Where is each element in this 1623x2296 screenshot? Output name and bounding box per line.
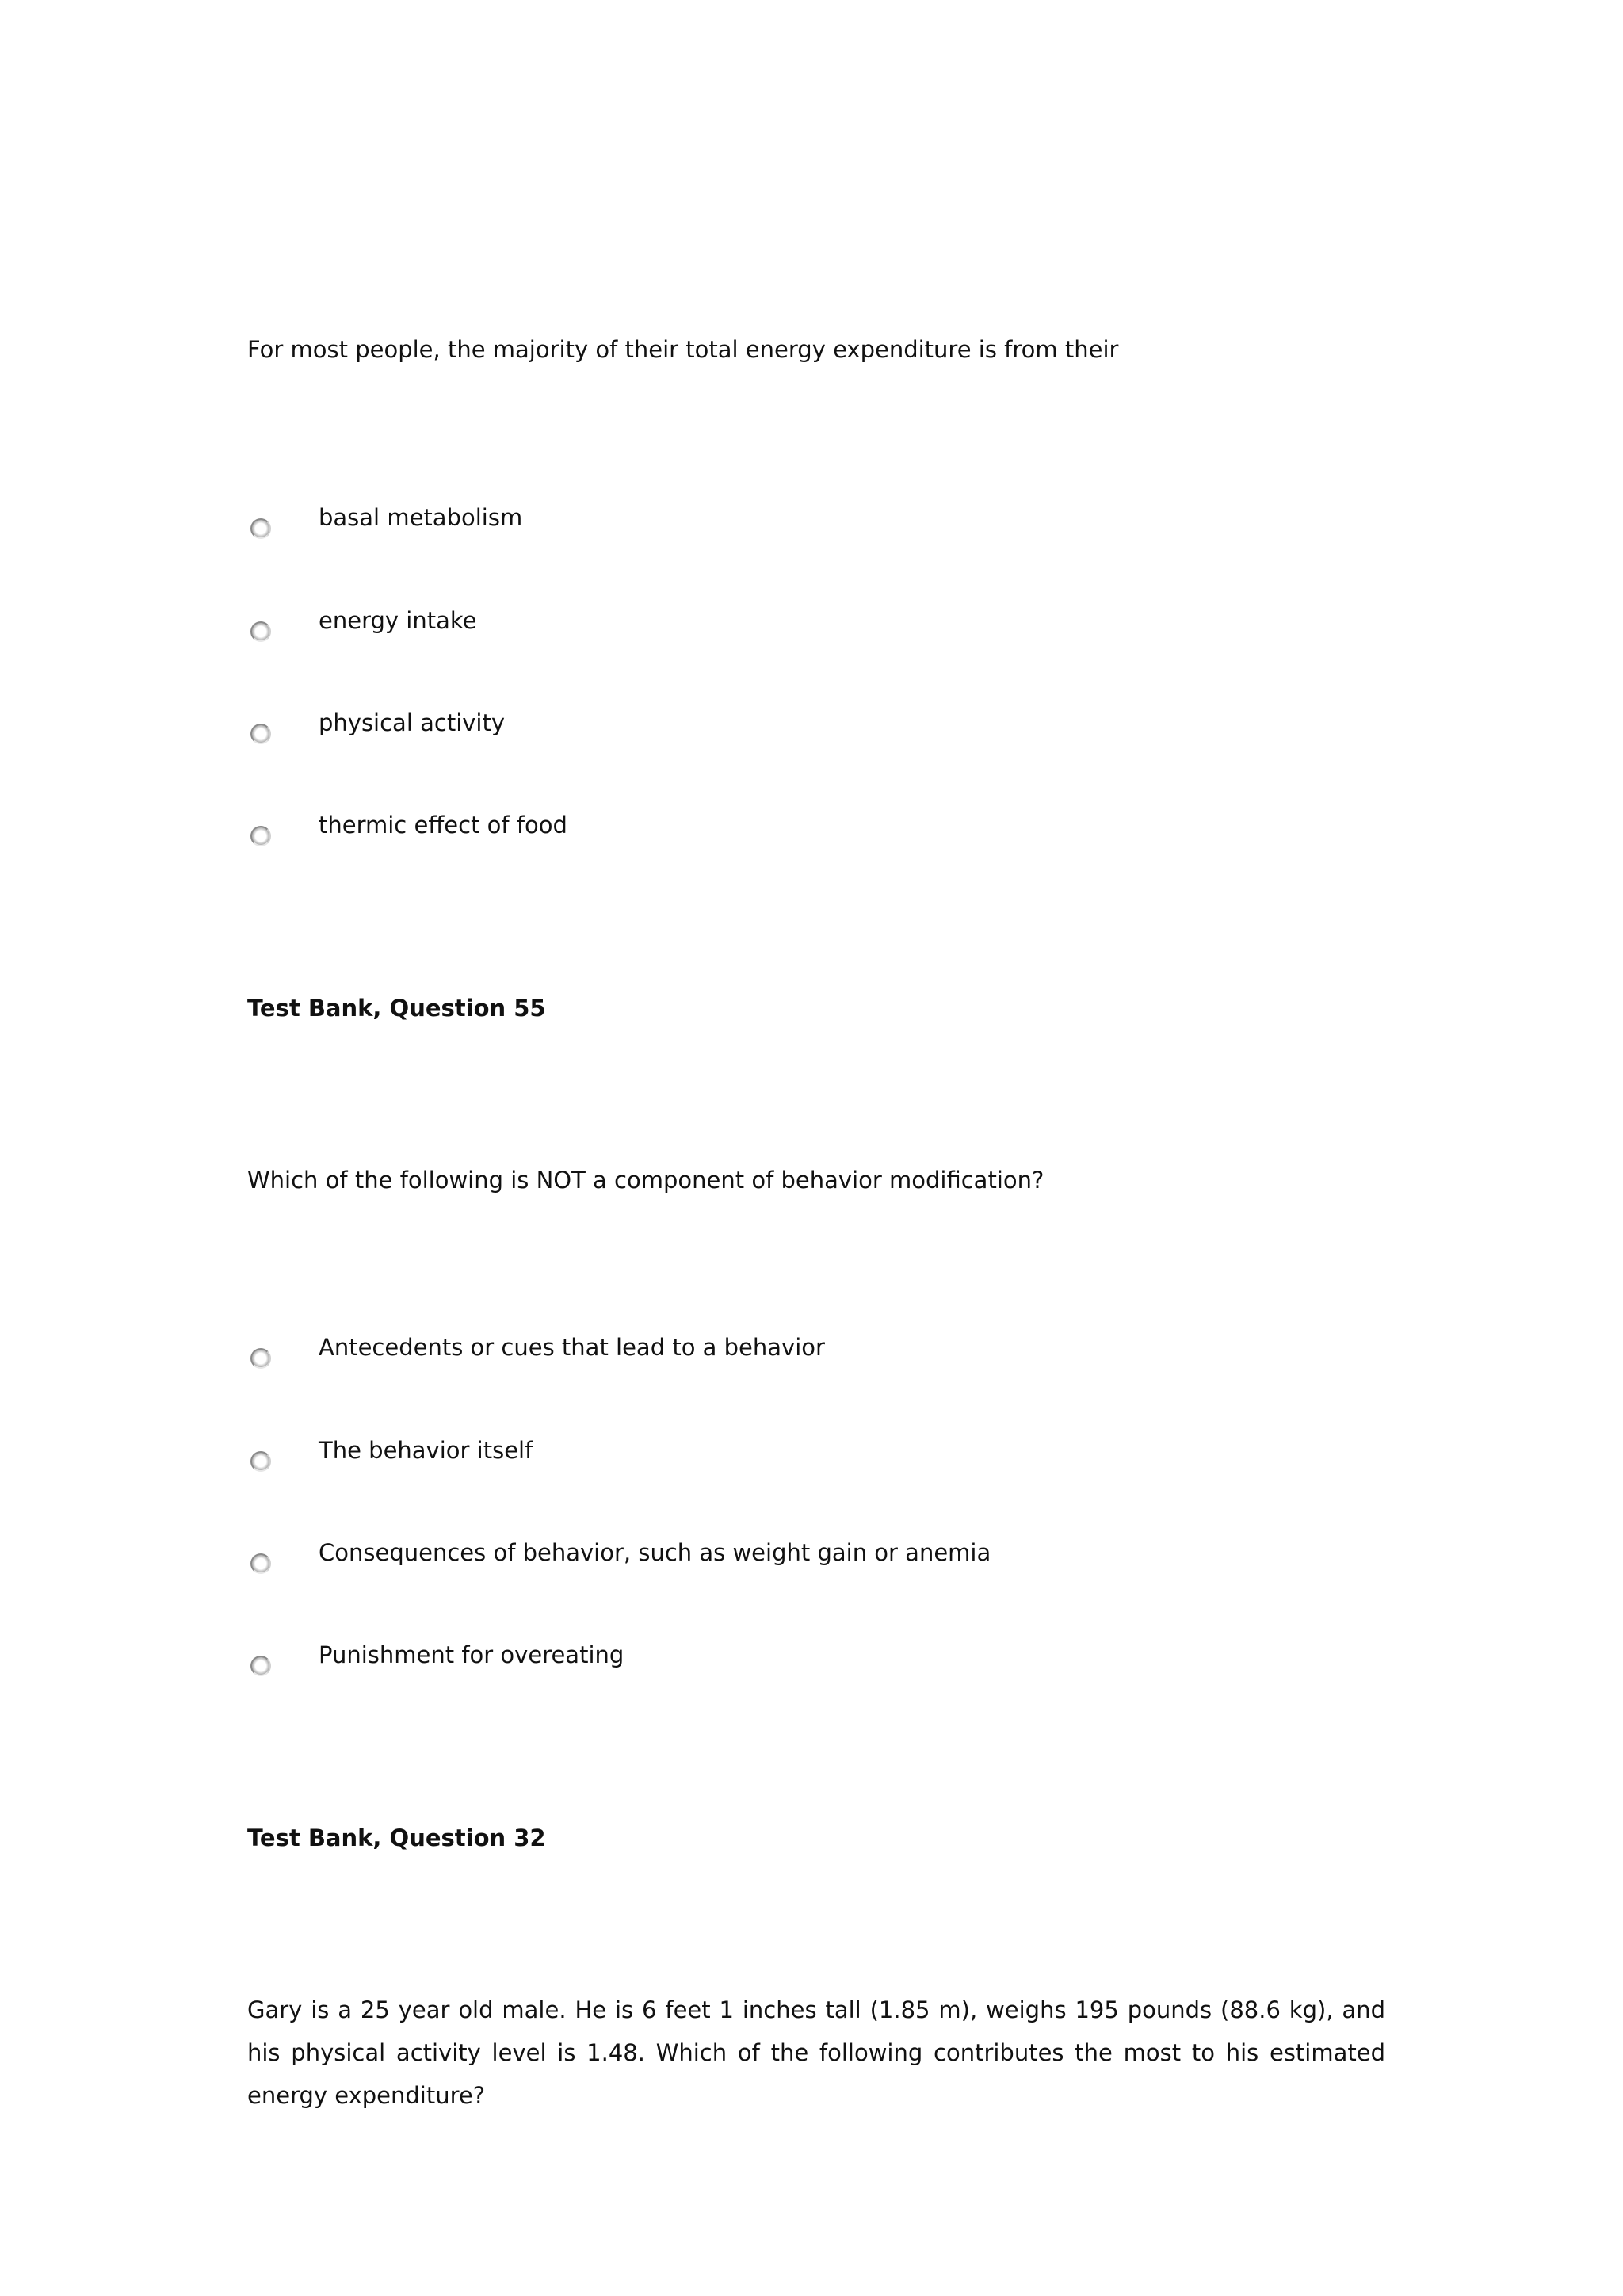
radio-button[interactable] <box>250 1553 271 1574</box>
question-heading: Test Bank, Question 55 <box>247 995 546 1022</box>
radio-button[interactable] <box>250 1656 271 1676</box>
radio-button[interactable] <box>250 724 271 744</box>
answer-option[interactable] <box>247 1326 1385 1389</box>
question-text: Gary is a 25 year old male. He is 6 feet 1 inches tall (1.85 m), weighs 195 pounds (88.6 kg), and his physical activity level is 1.48. Which of the following contributes the most to his estimated energy expenditure? <box>247 1996 1385 2109</box>
radio-button[interactable] <box>250 826 271 846</box>
answer-option[interactable] <box>247 599 1385 663</box>
question-text: For most people, the majority of their total energy expenditure is from their <box>247 336 1119 363</box>
answer-option[interactable] <box>247 1633 1385 1697</box>
answer-option-label: energy intake <box>319 607 477 634</box>
radio-button[interactable] <box>250 518 271 539</box>
radio-button[interactable] <box>250 1348 271 1369</box>
answer-option-label: physical activity <box>319 709 506 736</box>
answer-option-label: Antecedents or cues that lead to a behavior <box>319 1334 825 1361</box>
answer-option[interactable] <box>247 804 1385 867</box>
question-heading: Test Bank, Question 32 <box>247 1824 546 1851</box>
answer-option[interactable] <box>247 701 1385 765</box>
answer-option[interactable] <box>247 1531 1385 1595</box>
radio-button[interactable] <box>250 621 271 642</box>
answer-option-label: thermic effect of food <box>319 812 567 839</box>
answer-option[interactable] <box>247 1429 1385 1492</box>
answer-option-label: The behavior itself <box>319 1437 533 1464</box>
answer-option-label: Consequences of behavior, such as weight gain or anemia <box>319 1539 991 1566</box>
answer-option-label: Punishment for overeating <box>319 1641 624 1668</box>
question-text: Which of the following is NOT a component of behavior modification? <box>247 1167 1044 1194</box>
answer-option[interactable] <box>247 496 1385 560</box>
answer-option-label: basal metabolism <box>319 504 523 531</box>
radio-button[interactable] <box>250 1451 271 1472</box>
